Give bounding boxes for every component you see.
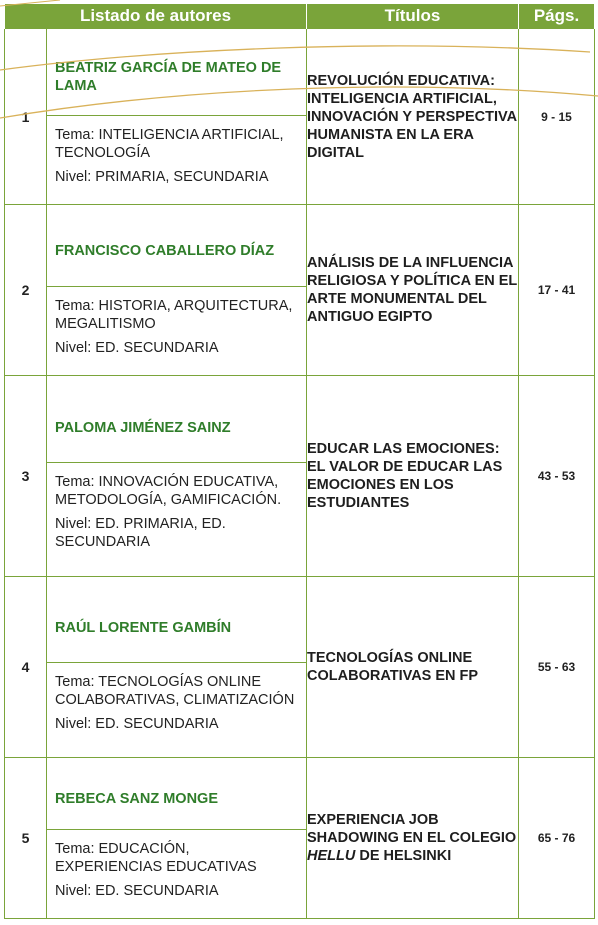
entry-number: 3	[5, 376, 47, 577]
table-header-row	[5, 4, 595, 29]
author-topic: Tema: INNOVACIÓN EDUCATIVA, METODOLOGÍA, GAMIFICACIÓN.	[55, 474, 282, 508]
entry-number: 4	[5, 577, 47, 758]
author-meta	[47, 287, 306, 365]
author-name: REBECA SANZ MONGE	[47, 768, 306, 830]
author-topic: Tema: INTELIGENCIA ARTIFICIAL, TECNOLOGÍA	[55, 126, 284, 161]
page-range: 55 - 63	[519, 577, 595, 758]
article-title: REVOLUCIÓN EDUCATIVA: INTELIGENCIA ARTIFICIAL, INNOVACIÓN Y PERSPECTIVA HUMANISTA EN LA ERA DIGITAL	[307, 29, 519, 205]
author-meta	[47, 116, 306, 194]
page-range: 43 - 53	[519, 376, 595, 577]
author-cell	[47, 29, 307, 205]
author-level: Nivel: ED. PRIMARIA, ED. SECUNDARIA	[55, 516, 226, 550]
author-cell	[47, 577, 307, 758]
author-level: Nivel: PRIMARIA, SECUNDARIA	[55, 168, 269, 185]
entry-number: 2	[5, 205, 47, 376]
author-level: Nivel: ED. SECUNDARIA	[55, 716, 219, 732]
table-row	[5, 758, 595, 919]
author-name: PALOMA JIMÉNEZ SAINZ	[47, 393, 306, 463]
author-name: RAÚL LORENTE GAMBÍN	[47, 593, 306, 663]
entry-number: 5	[5, 758, 47, 919]
author-topic: Tema: TECNOLOGÍAS ONLINE COLABORATIVAS, CLIMATIZACIÓN	[55, 674, 295, 708]
author-meta	[47, 663, 306, 741]
article-title	[307, 758, 519, 919]
author-level: Nivel: ED. SECUNDARIA	[55, 340, 219, 356]
article-title: ANÁLISIS DE LA INFLUENCIA RELIGIOSA Y POLÍTICA EN EL ARTE MONUMENTAL DEL ANTIGUO EGIPTO	[307, 205, 519, 376]
page-range: 65 - 76	[519, 758, 595, 919]
table-row	[5, 577, 595, 758]
title-text-end: DE HELSINKI	[355, 848, 452, 864]
table-row	[5, 29, 595, 205]
header-titles: Títulos	[307, 4, 519, 29]
entry-number: 1	[5, 29, 47, 205]
table-row	[5, 376, 595, 577]
author-cell	[47, 205, 307, 376]
author-topic: Tema: HISTORIA, ARQUITECTURA, MEGALITISMO	[55, 298, 293, 332]
author-name: BEATRIZ GARCÍA DE MATEO DE LAMA	[47, 40, 306, 116]
header-authors: Listado de autores	[5, 4, 307, 29]
author-topic: Tema: EDUCACIÓN, EXPERIENCIAS EDUCATIVAS	[55, 841, 257, 875]
authors-table	[4, 4, 595, 919]
article-title: TECNOLOGÍAS ONLINE COLABORATIVAS EN FP	[307, 577, 519, 758]
article-title: EDUCAR LAS EMOCIONES: EL VALOR DE EDUCAR LAS EMOCIONES EN LOS ESTUDIANTES	[307, 376, 519, 577]
title-text: EXPERIENCIA JOB SHADOWING EN EL COLEGIO	[307, 812, 517, 846]
author-name: FRANCISCO CABALLERO DÍAZ	[47, 215, 306, 287]
author-meta	[47, 463, 306, 559]
page-range: 9 - 15	[519, 29, 595, 205]
author-meta	[47, 830, 306, 908]
author-cell	[47, 376, 307, 577]
table-row	[5, 205, 595, 376]
header-pages: Págs.	[519, 4, 595, 29]
author-level: Nivel: ED. SECUNDARIA	[55, 883, 219, 899]
page-range: 17 - 41	[519, 205, 595, 376]
author-cell	[47, 758, 307, 919]
title-italic-text: HELLU	[307, 848, 356, 864]
